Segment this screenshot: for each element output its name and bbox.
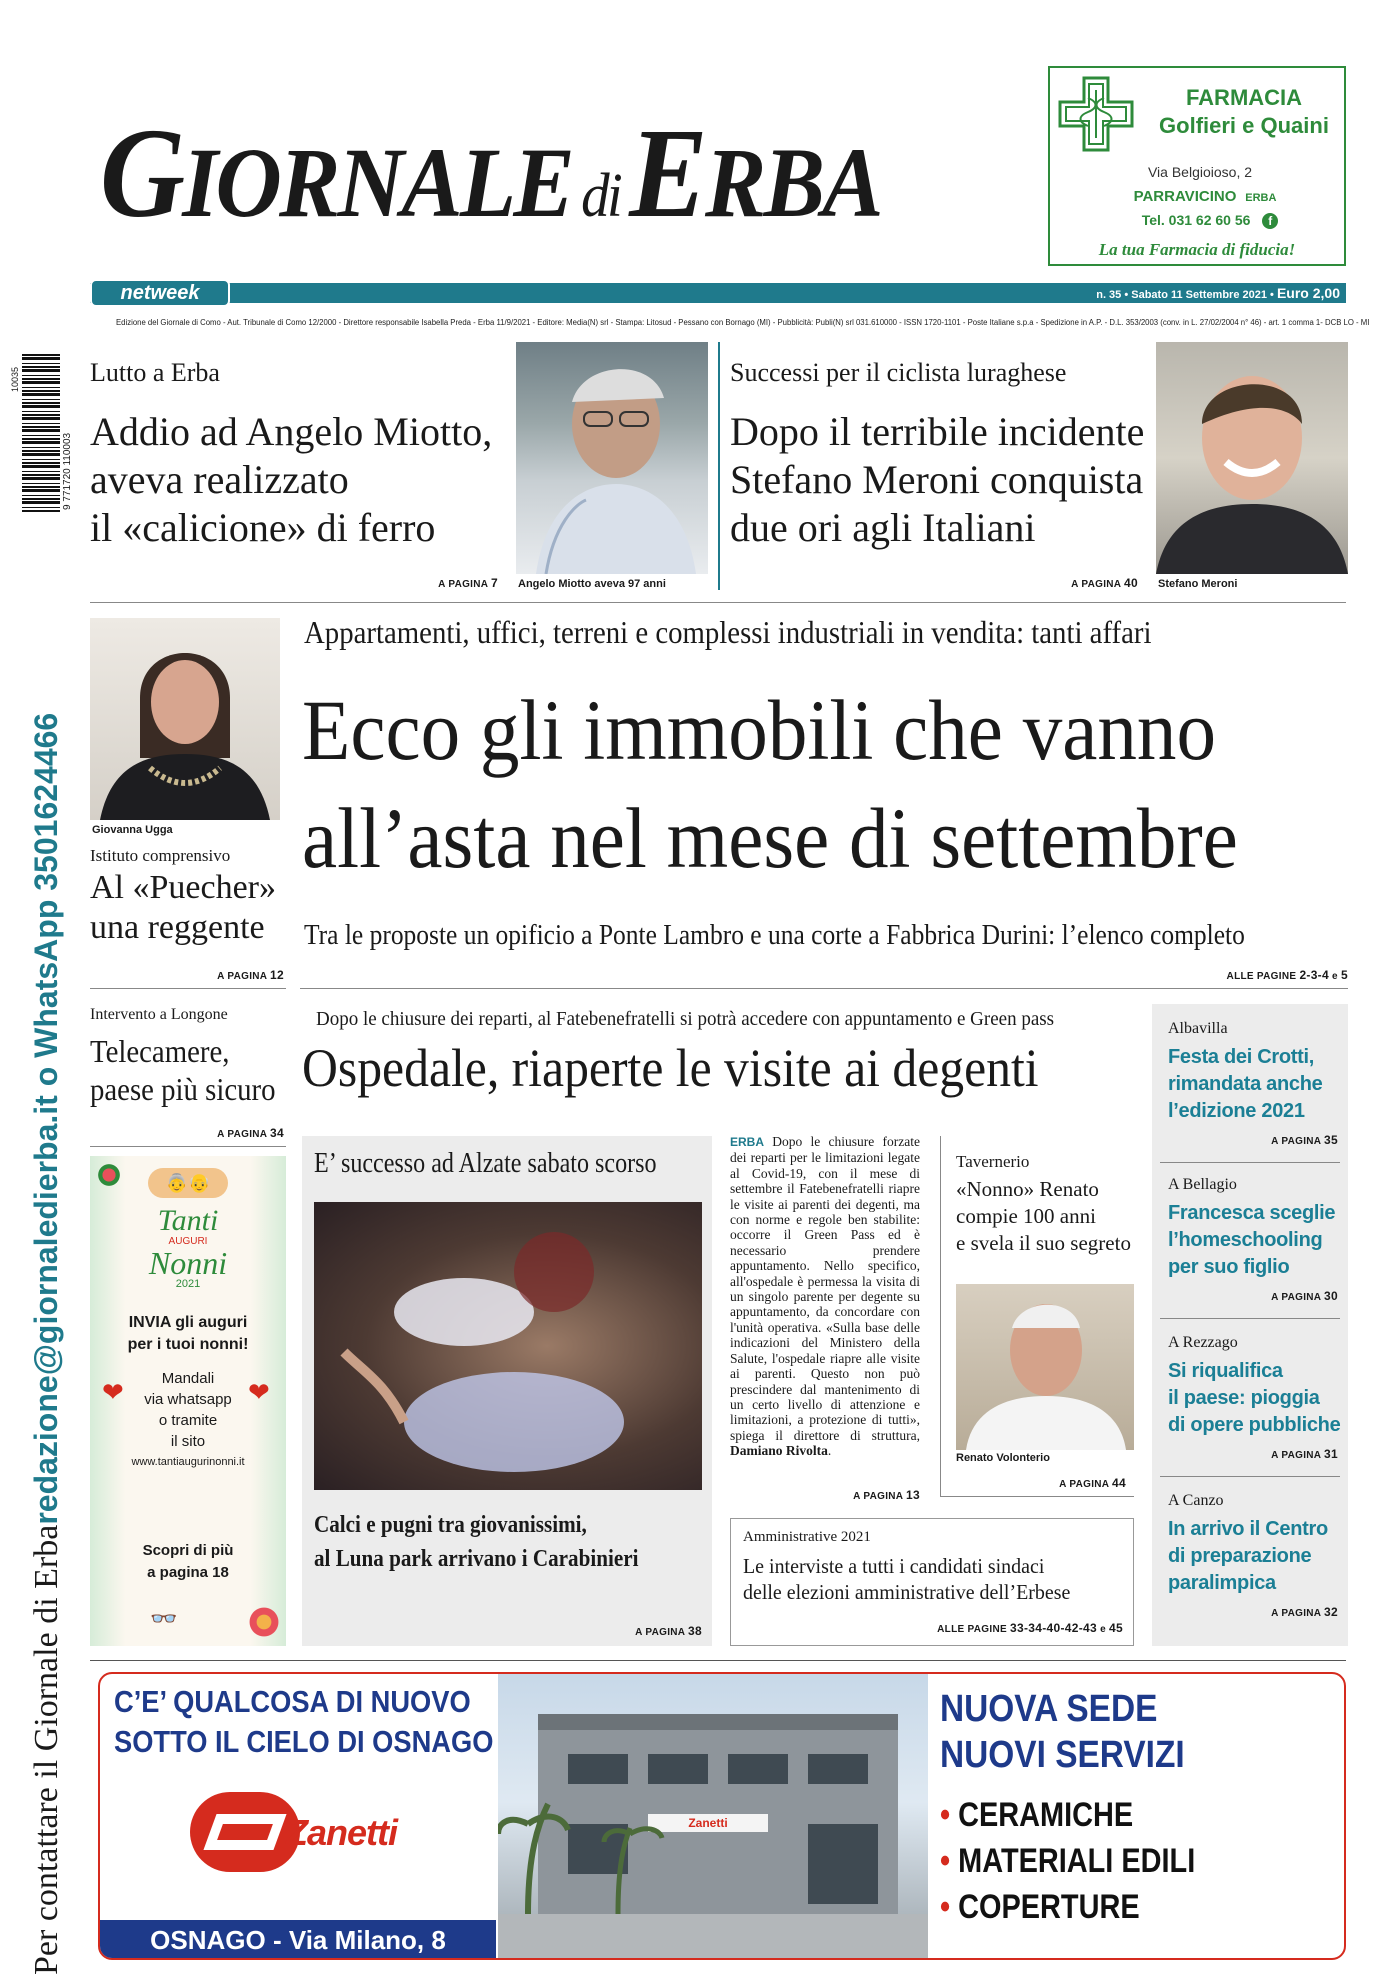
ad-headline: C’E’ QUALCOSA DI NUOVO SOTTO IL CIELO DI OSNAGO	[114, 1684, 494, 1759]
elezioni-headline: Le interviste a tutti i candidati sindaci delle elezioni amministrative dell’Erbese	[743, 1554, 1071, 1604]
story3-caption: Giovanna Ugga	[92, 824, 173, 836]
nonni-ad[interactable]	[90, 1156, 286, 1646]
nonno-kicker: Tavernerio	[956, 1152, 1030, 1171]
story1-page: A PAGINA 7	[438, 576, 498, 590]
story1-kicker: Lutto a Erba	[90, 358, 220, 387]
story2-caption: Stefano Meroni	[1158, 578, 1238, 590]
story3-kicker: Istituto comprensivo	[90, 846, 231, 865]
elezioni-page: ALLE PAGINE 33-34-40-42-43 e 45	[937, 1621, 1123, 1635]
pharmacy-phone: Tel. 031 62 60 56 f	[1110, 212, 1310, 229]
glasses-icon: 👓	[150, 1606, 178, 1631]
story2-headline[interactable]: Dopo il terribile incidente Stefano Meroni conquista due ori agli Italiani	[730, 409, 1145, 550]
lead-kicker: Appartamenti, uffici, terreni e complessi industriali in vendita: tanti affari	[304, 614, 1152, 650]
pharmacy-address: Via Belgioioso, 2	[1147, 164, 1253, 180]
divider	[90, 1146, 286, 1147]
pharmacy-ad[interactable]	[1048, 66, 1346, 266]
nonni-title: Tanti AUGURI Nonni 2021	[148, 1204, 228, 1290]
divider	[1160, 1476, 1340, 1477]
divider	[90, 988, 286, 989]
masthead-title: GIORNALE diERBA	[100, 102, 881, 244]
nonni-more: Scopri di più a pagina 18	[142, 1542, 234, 1581]
flower-icon	[94, 1160, 124, 1190]
story1-headline[interactable]: Addio ad Angelo Miotto, aveva realizzato il «calicione» di ferro	[90, 409, 493, 550]
alzate-kicker: E’ successo ad Alzate sabato scorso	[314, 1148, 657, 1179]
alzate-fight-photo	[314, 1202, 702, 1490]
sidebar-item[interactable]: A Rezzago Si riqualifica il paese: pioggia di opere pubbliche A PAGINA 31	[1168, 1334, 1341, 1461]
lead-deck: Tra le proposte un opificio a Ponte Lambro e una corte a Fabbrica Durini: l’elenco completo	[304, 920, 1245, 951]
hospital-page: A PAGINA 13	[853, 1488, 920, 1502]
elezioni-box[interactable]	[730, 1518, 1134, 1646]
pharmacy-town: PARRAVICINO ERBA	[1133, 188, 1277, 205]
stefano-meroni-photo	[1156, 342, 1348, 574]
divider	[940, 1136, 941, 1496]
svg-text:Zanetti: Zanetti	[688, 1816, 728, 1830]
nonno-caption: Renato Volonterio	[956, 1452, 1050, 1464]
divider	[1160, 1162, 1340, 1163]
facebook-icon: f	[1262, 213, 1278, 229]
barcode-top-number: 10035	[10, 366, 20, 392]
ad-services: • CERAMICHE • MATERIALI EDILI • COPERTURE	[940, 1796, 1196, 1926]
alzate-box[interactable]	[302, 1136, 712, 1646]
nonni-cta: INVIA gli auguri per i tuoi nonni!	[127, 1314, 249, 1353]
netweek-logo[interactable]: netweek	[90, 279, 230, 307]
story4-kicker: Intervento a Longone	[90, 1006, 228, 1023]
elezioni-kicker: Amministrative 2021	[743, 1529, 871, 1545]
heart-icon: ❤	[248, 1378, 270, 1407]
story3-headline[interactable]: Al «Puecher» una reggente	[90, 869, 277, 946]
barcode-number: 9 771720 110003	[62, 432, 73, 510]
sidebar-item[interactable]: A Canzo In arrivo il Centro di preparazione paralimpica A PAGINA 32	[1168, 1492, 1338, 1619]
story2-page: A PAGINA 40	[1071, 576, 1138, 590]
divider	[90, 1660, 1346, 1661]
zanetti-logo: Zanetti	[190, 1792, 440, 1872]
story3-page: A PAGINA 12	[217, 968, 284, 982]
story1-caption: Angelo Miotto aveva 97 anni	[518, 578, 666, 590]
divider	[718, 342, 720, 590]
ad-right-title: NUOVA SEDE NUOVI SERVIZI	[940, 1688, 1185, 1776]
hospital-body: ERBA Dopo le chiusure forzate dei reparti per le limitazioni legate al Covid-19, con il mese di settembre il Fatebenefratelli riapre le visite ai parenti dei degenti, ma con norme e regole ben stabilite: occorre il Green Pass ed è necessario prendere appuntamento. Nello specifico, all'ospedale è permessa la visita di un singolo parente per degente su appuntamento, da concordare con l'unità operativa. «Sulla base delle indicazioni del Ministero della Salute, l'ospedale riapre alle visite ai parenti. Questo non può prescindere dal mantenimento di un certo livello di attenzione e limitazioni, a protezione di tutti», spiega il direttore di struttura, Damiano Rivolta.	[730, 1134, 920, 1459]
alzate-headline: Calci e pugni tra giovanissimi, al Luna park arrivano i Carabinieri	[314, 1512, 639, 1572]
bullet-icon: •	[940, 1888, 959, 1926]
pharmacy-cross-icon	[1058, 76, 1134, 152]
lead-headline[interactable]: Ecco gli immobili che vanno all’asta nel mese di settembre	[302, 682, 1238, 886]
divider	[90, 602, 1346, 603]
flower-icon	[244, 1602, 284, 1642]
barcode	[22, 352, 60, 512]
nonno-headline[interactable]: «Nonno» Renato compie 100 anni e svela il suo segreto	[956, 1177, 1131, 1255]
hospital-kicker: Dopo le chiusure dei reparti, al Fatebenefratelli si potrà accedere con appuntamento e Green pass	[316, 1008, 1055, 1030]
story2-kicker: Successi per il ciclista luraghese	[730, 358, 1067, 387]
issue-info: n. 35 • Sabato 11 Settembre 2021 • Euro 2,00	[1096, 285, 1340, 301]
zanetti-ad[interactable]	[98, 1672, 1346, 1960]
sidebar-item[interactable]: Albavilla Festa dei Crotti, rimandata anche l’edizione 2021 A PAGINA 35	[1168, 1020, 1338, 1147]
grandparents-icon: 👵👴	[148, 1168, 228, 1198]
hospital-headline[interactable]: Ospedale, riaperte le visite ai degenti	[302, 1038, 1039, 1098]
lead-page: ALLE PAGINE 2-3-4 e 5	[1226, 968, 1348, 982]
zanetti-building-photo	[498, 1674, 928, 1960]
angelo-miotto-photo	[516, 342, 708, 574]
right-sidebar	[1152, 1004, 1348, 1646]
divider	[1160, 1318, 1340, 1319]
bullet-icon: •	[940, 1842, 959, 1880]
legal-line: Edizione del Giornale di Como - Aut. Tribunale di Como 12/2000 - Direttore responsabile Isabella Preda - Erba 11/9/2021 - Editore: Media(N) srl - Stampa: Litosud - Pessano con Bornago (MI) - Pubblicità: Publi(N) srl 031.610000 - ISSN 1720-1101 - Poste Italiane s.p.a - Spedizione in A.P. - D.L. 353/2003 (conv. in L. 27/02/2004 n° 46) - art. 1 comma 1- DCB LO - MI	[116, 318, 1370, 327]
divider	[300, 988, 1348, 989]
heart-icon: ❤	[102, 1378, 124, 1407]
bullet-icon: •	[940, 1796, 959, 1834]
contact-strip: Per contattare il Giornale di Erbaredazione@giornaledierba.it o WhatsApp 3501624466	[28, 712, 65, 1975]
nonno-page: A PAGINA 44	[1059, 1476, 1126, 1490]
story4-headline[interactable]: Telecamere, paese più sicuro	[90, 1033, 276, 1107]
divider	[940, 1496, 1134, 1497]
sidebar-item[interactable]: A Bellagio Francesca sceglie l’homeschooling per suo figlio A PAGINA 30	[1168, 1176, 1338, 1303]
giovanna-ugga-photo	[90, 618, 280, 820]
ad-address: OSNAGO - Via Milano, 8	[100, 1920, 496, 1960]
renato-volonterio-photo	[956, 1284, 1134, 1450]
pharmacy-slogan: La tua Farmacia di fiducia!	[1098, 240, 1296, 259]
pharmacy-name: FARMACIA Golfieri e Quaini	[1159, 85, 1329, 138]
nonni-text: Mandali via whatsapp o tramite il sito www.tantiaugurinonni.it	[131, 1370, 245, 1468]
alzate-page: A PAGINA 38	[635, 1624, 702, 1638]
story4-page: A PAGINA 34	[217, 1126, 284, 1140]
